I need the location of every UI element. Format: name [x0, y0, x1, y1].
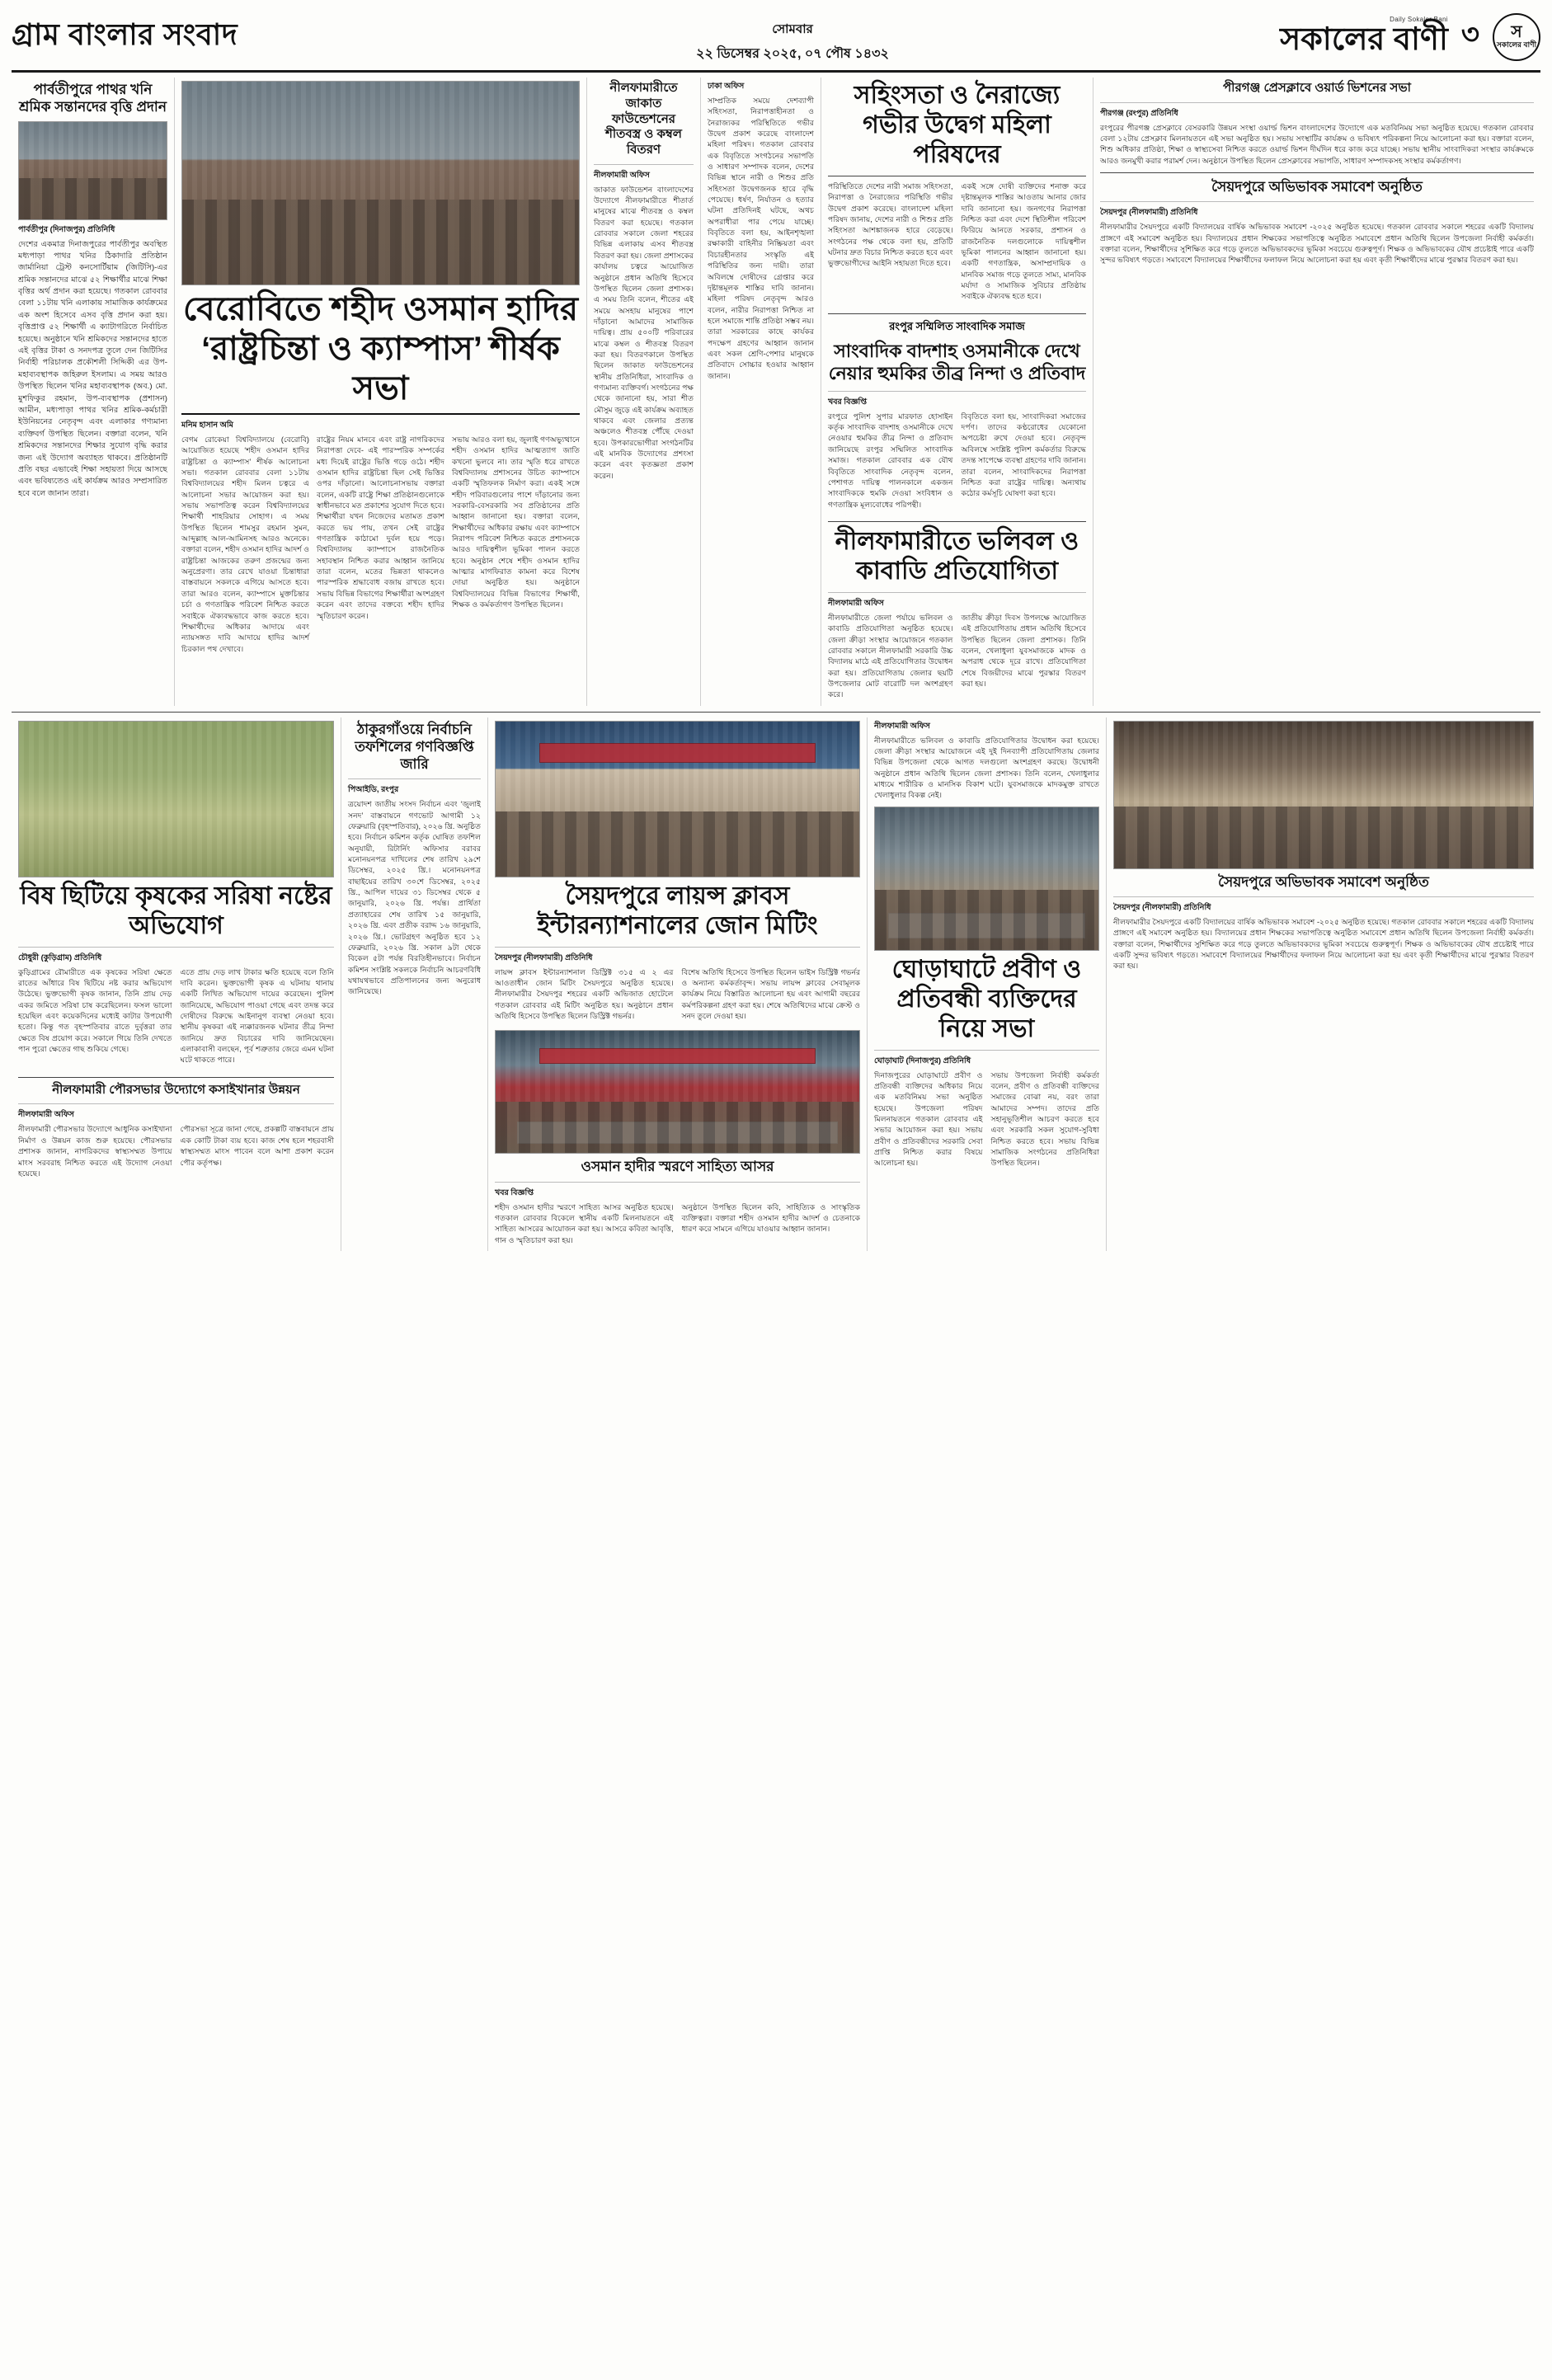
byline-badshah: খবর বিজ্ঞপ্তি	[828, 397, 868, 407]
body-bish-right: এতে প্রায় দেড় লাখ টাকার ক্ষতি হয়েছে বলে তিনি দাবি করেন। ভুক্তভোগী কৃষক এ ঘটনায় থানায় একটি লিখিত অভিযোগ দায়ের করেছেন। পুলিশ জানিয়েছে, অভিযোগ পাওয়া গেছে এবং তদন্ত করে দোষীদের বিরুদ্ধে আইনানুগ ব্যবস্থা নেওয়া হবে। স্থানীয় কৃষকরা এই ন্যক্কারজনক ঘটনার তীব্র নিন্দা জানিয়ে দ্রুত বিচারের দাবি জানিয়েছেন। এলাকাবাসী বলছেন, পূর্ব শত্রুতার জেরে এমন ঘটনা ঘটে থাকতে পারে।	[180, 967, 334, 1065]
body-berobi-mid: রাষ্ট্রের নিয়ম মানবে এবং রাষ্ট্র নাগরিকদের নিরাপত্তা দেবে- এই পারস্পরিক সম্পর্কের মধ্য দিয়েই রাষ্ট্রের ভিত্তি গড়ে ওঠে। শহীদ ওসমান হাদির রাষ্ট্রচিন্তা ছিল সেই ভিত্তির ওপর দাঁড়ানো। আলোচনাসভায় বক্তারা বলেন, একটি রাষ্ট্রে শিক্ষা প্রতিষ্ঠানগুলোকে স্বাধীনভাবে মত প্রকাশের সুযোগ দিতে হবে। শিক্ষার্থীরা যখন নিজেদের মতামত প্রকাশ করতে ভয় পায়, তখন সেই রাষ্ট্রের গণতান্ত্রিক কাঠামো দুর্বল হয়ে পড়ে। বিশ্ববিদ্যালয় ক্যাম্পাসে রাজনৈতিক সহাবস্থান নিশ্চিত করার আহ্বান জানিয়ে তারা বলেন, মতের ভিন্নতা থাকলেও পারস্পরিক শ্রদ্ধাবোধ বজায় রাখতে হবে। সভায় বিভিন্ন বিভাগের শিক্ষার্থীরা অংশগ্রহণ করেন এবং তাদের বক্তব্যে শহীদ হাদির স্মৃতিচারণ করেন।	[317, 435, 444, 620]
lower-column-1	[12, 717, 341, 1251]
headline-mohila-parishad: সহিংসতা ও নৈরাজ্যে গভীর উদ্বেগ মহিলা পরিষদের	[854, 82, 1061, 168]
masthead	[12, 8, 1540, 73]
photo-syedpur-samabesh	[1113, 721, 1534, 869]
column-5	[821, 78, 1093, 706]
volleyball-body-columns	[828, 613, 1086, 706]
headline-parbatipur: পার্বতীপুরে পাথর খনি শ্রমিক সন্তানদের বৃত্তি প্রদান	[18, 82, 167, 115]
column-1	[12, 78, 175, 706]
seal-letter: স	[1511, 23, 1522, 42]
photo-osman-sahitya-asor	[495, 1030, 860, 1154]
byline-dhaka: ঢাকা অফিস	[708, 82, 745, 91]
seal-icon	[1493, 13, 1540, 61]
headline-badshah-osmani: সাংবাদিক বাদশাহ ওসমানীকে দেখে নেয়ার হুমকির তীব্র নিন্দা ও প্রতিবাদ	[828, 340, 1086, 384]
pourashava-body-columns	[18, 1124, 334, 1184]
headline-rule	[181, 413, 580, 415]
headline-syedpur-samabesh: সৈয়দপুরে অভিভাবক সমাবেশ অনুষ্ঠিত	[1218, 873, 1429, 890]
body-badshah-left: রংপুরে পুলিশ সুপার মারফাত হোসাইন কর্তৃক সাংবাদিক বাদশাহ ওসমানীকে দেখে নেওয়ার হুমকির তীব্র নিন্দা ও প্রতিবাদ জানিয়েছে রংপুর সম্মিলিত সাংবাদিক সমাজ। গতকাল রোববার এক যৌথ বিবৃতিতে সাংবাদিক নেতৃবৃন্দ বলেন, পেশাগত দায়িত্ব পালনকালে একজন সাংবাদিককে হুমকি দেওয়া সংবিধান ও গণতান্ত্রিক মূল্যবোধের পরিপন্থী।	[828, 412, 953, 509]
photo-berobi	[181, 81, 580, 285]
photo-ghoraghat-meeting	[874, 807, 1099, 951]
bish-body-columns	[18, 967, 334, 1071]
body-ghoraghat-left: দিনাজপুরের ঘোড়াঘাটে প্রবীণ ও প্রতিবন্ধী ব্যক্তিদের অধিকার নিয়ে এক মতবিনিময় সভা অনুষ্ঠিত হয়েছে। উপজেলা পরিষদ মিলনায়তনে গতকাল রোববার এই সভার আয়োজন করা হয়। সভায় প্রবীণ ও প্রতিবন্ধীদের সরকারি সেবা প্রাপ্তি নিশ্চিত করার বিষয়ে আলোচনা হয়।	[874, 1070, 983, 1168]
body-syedpur-ovibhabok: নীলফামারীর সৈয়দপুরে একটি বিদ্যালয়ের বার্ষিক অভিভাবক সমাবেশ -২০২৫ অনুষ্ঠিত হয়েছে। গতকাল রোববার সকালে শহরের একটি বিদ্যালয় প্রাঙ্গণে এই সমাবেশ অনুষ্ঠিত হয়। বিদ্যালয়ের প্রধান শিক্ষকের সভাপতিত্বে অনুষ্ঠিত সমাবেশে প্রধান অতিথি ছিলেন উপজেলা নির্বাহী কর্মকর্তা। বক্তারা বলেন, শিক্ষার্থীদের সুশিক্ষিত করে গড়ে তুলতে অভিভাবকদের ভূমিকা সবচেয়ে গুরুত্বপূর্ণ। শিক্ষক ও অভিভাবকের যৌথ প্রচেষ্টাই পারে একটি সুন্দর ভবিষ্যৎ গড়তে। সমাবেশে বিদ্যালয়ের শিক্ষার্থীদের ফলাফল নিয়ে আলোচনা করা হয় এবং কৃতী শিক্ষার্থীদের মাঝে পুরস্কার বিতরণ করা হয়।	[1100, 223, 1534, 265]
byline-pirganj: পীরগঞ্জ (রংপুর) প্রতিনিধি	[1100, 108, 1178, 118]
headline-pirganj-worldvision: পীরগঞ্জ প্রেসক্লাবে ওয়ার্ড ভিশনের সভা	[1223, 81, 1411, 95]
column-4	[701, 78, 821, 706]
byline-thakurgaon: পিআইডি, রংপুর	[348, 785, 399, 795]
body-osman-right: অনুষ্ঠানে উপস্থিত ছিলেন কবি, সাহিত্যিক ও সাংস্কৃতিক ব্যক্তিত্বরা। বক্তারা শহীদ ওসমান হাদীর আদর্শ ও চেতনাকে ধারণ করে সামনে এগিয়ে যাওয়ার আহ্বান জানান।	[681, 1202, 860, 1234]
dateline	[399, 8, 1186, 65]
byline-lions: সৈয়দপুর (নীলফামারী) প্রতিনিধি	[495, 952, 593, 962]
photo-lions-club	[495, 721, 860, 877]
body-volleyball-right: জাতীয় ক্রীড়া দিবস উপলক্ষে আয়োজিত এই প্রতিযোগিতায় প্রধান অতিথি হিসেবে উপস্থিত ছিলেন জেলা প্রশাসক। তিনি বলেন, খেলাধুলা যুবসমাজকে মাদক ও অপরাধ থেকে দূরে রাখে। প্রতিযোগিতা শেষে বিজয়ীদের মাঝে পুরস্কার বিতরণ করা হয়।	[961, 613, 1086, 688]
byline-volleyball: নীলফামারী অফিস	[828, 598, 884, 608]
byline-berobi: মনিম হাসান অমি	[181, 421, 233, 430]
body-bish-left: কুড়িগ্রামের রৌমারীতে এক কৃষকের সরিষা ক্ষেতে রাতের আঁধারে বিষ ছিটিয়ে নষ্ট করার অভিযোগ উঠেছে। ভুক্তভোগী কৃষক জানান, তিনি প্রায় দেড় একর জমিতে সরিষা চাষ করেছিলেন। ফসল ভালো হয়েছিল এবং কয়েকদিনের মধ্যেই কাটার উপযোগী হতো। কিন্তু গত বৃহস্পতিবার রাতে দুর্বৃত্তরা তার ক্ষেতে বিষ প্রয়োগ করে। সকালে গিয়ে তিনি দেখতে পান পুরো ক্ষেতের গাছ শুকিয়ে গেছে।	[18, 967, 172, 1054]
badshah-body-columns	[828, 412, 1086, 515]
body-osman-left: শহীদ ওসমান হাদীর স্মরণে সাহিত্য আসর অনুষ্ঠিত হয়েছে। গতকাল রোববার বিকেলে স্থানীয় একটি মিলনায়তনে এই সাহিত্য আসরের আয়োজন করা হয়। আসরে কবিতা আবৃত্তি, গান ও স্মৃতিচারণ করা হয়।	[495, 1202, 674, 1244]
lower-column-5	[1107, 717, 1540, 1251]
headline-zakat: নীলফামারীতে জাকাত ফাউন্ডেশনের শীতবস্ত্র ও কম্বল বিতরণ	[605, 81, 682, 157]
headline-osman-sahitya-asor: ওসমান হাদীর স্মরণে সাহিত্য আসর	[581, 1159, 774, 1175]
headline-thakurgaon-tafsil: ঠাকুরগাঁওয়ে নির্বাচনি তফশিলের গণবিজ্ঞপ্তি জারি	[355, 721, 474, 773]
headline-berobi: বেরোবিতে শহীদ ওসমান হাদির ‘রাষ্ট্রচিন্তা ও ক্যাম্পাস’ শীর্ষক সভা	[182, 291, 579, 407]
body-volleyball-left: নীলফামারীতে জেলা পর্যায়ে ভলিবল ও কাবাডি প্রতিযোগিতা অনুষ্ঠিত হয়েছে। জেলা ক্রীড়া সংস্থার আয়োজনে গতকাল রোববার সকালে নীলফামারী সরকারি উচ্চ বিদ্যালয় মাঠে এই প্রতিযোগিতার উদ্বোধন করা হয়। প্রতিযোগিতায় জেলার ছয়টি উপজেলার মোট বারোটি দল অংশগ্রহণ করে।	[828, 613, 953, 699]
photo-parbatipur	[18, 121, 167, 220]
body-syedpur-samabesh: নীলফামারীর সৈয়দপুরে একটি বিদ্যালয়ের বার্ষিক অভিভাবক সমাবেশ -২০২৫ অনুষ্ঠিত হয়েছে। গতকাল রোববার সকালে শহরের একটি বিদ্যালয় প্রাঙ্গণে এই সমাবেশ অনুষ্ঠিত হয়। বিদ্যালয়ের প্রধান শিক্ষকের সভাপতিত্বে অনুষ্ঠিত সমাবেশে প্রধান অতিথি ছিলেন উপজেলা নির্বাহী কর্মকর্তা। বক্তারা বলেন, শিক্ষার্থীদের সুশিক্ষিত করে গড়ে তুলতে অভিভাবকদের ভূমিকা সবচেয়ে গুরুত্বপূর্ণ। শিক্ষক ও অভিভাবকের যৌথ প্রচেষ্টাই পারে একটি সুন্দর ভবিষ্যৎ গড়তে। সমাবেশে বিদ্যালয়ের শিক্ষার্থীদের ফলাফল নিয়ে আলোচনা করা হয় এবং কৃতী শিক্ষার্থীদের মাঝে পুরস্কার বিতরণ করা হয়।	[1113, 917, 1534, 971]
body-pirganj: রংপুরের পীরগঞ্জ প্রেসক্লাবে বেসরকারি উন্নয়ন সংস্থা ওয়ার্ল্ড ভিশন বাংলাদেশের উদ্যোগে এক মতবিনিময় সভা অনুষ্ঠিত হয়েছে। গতকাল রোববার বেলা ১২টায় প্রেসক্লাব মিলনায়তনে এই সভা অনুষ্ঠিত হয়। সভায় সংস্থাটির কার্যক্রম ও ভবিষ্যৎ পরিকল্পনা নিয়ে আলোচনা করা হয়। বক্তারা বলেন, শিশু অধিকার প্রতিষ্ঠা, শিক্ষা ও স্বাস্থ্যসেবা নিশ্চিত করতে ওয়ার্ল্ড ভিশন দীর্ঘদিন ধরে কাজ করে যাচ্ছে। সভায় স্থানীয় সাংবাদিকরা সংস্থার কার্যক্রমকে আরও জনমুখী করার পরামর্শ দেন। অনুষ্ঠানে উপস্থিত ছিলেন প্রেসক্লাবের সভাপতি, সাধারণ সম্পাদকসহ সংস্থার কর্মকর্তাগণ।	[1100, 123, 1534, 165]
logo-subtitle: Daily Sokaler Bani	[1390, 16, 1448, 24]
body-lions-left: লায়ন্স ক্লাবস ইন্টারন্যাশনাল ডিস্ট্রিক্ট ৩১৫ এ ২ এর আওতাধীন জোন মিটিং সৈয়দপুরে অনুষ্ঠিত হয়েছে। নীলফামারীর সৈয়দপুর শহরের একটি অভিজাত হোটেলে গতকাল রোববার এই মিটিং অনুষ্ঠিত হয়। অনুষ্ঠানে প্রধান অতিথি হিসেবে উপস্থিত ছিলেন ডিস্ট্রিক্ট গভর্নর।	[495, 967, 674, 1020]
lower-column-3	[488, 717, 868, 1251]
lower-column-4	[868, 717, 1107, 1251]
lower-section	[12, 717, 1540, 1251]
lions-body-columns	[495, 967, 860, 1028]
body-berobi-right: সভায় আরও বলা হয়, জুলাই গণঅভ্যুত্থানে শহীদ ওসমান হাদির আত্মত্যাগ জাতি কখনো ভুলবে না। তার স্মৃতি ধরে রাখতে বিশ্ববিদ্যালয় প্রশাসনের উচিত ক্যাম্পাসে একটি স্মৃতিফলক নির্মাণ করা। একই সঙ্গে শহীদ পরিবারগুলোর পাশে দাঁড়ানোর জন্য সরকারি-বেসরকারি সব প্রতিষ্ঠানের প্রতি আহ্বান জানানো হয়। বক্তারা বলেন, শিক্ষার্থীদের অধিকার রক্ষায় এবং ক্যাম্পাসে নিরাপদ পরিবেশ নিশ্চিত করতে প্রশাসনকে আরও দায়িত্বশীল ভূমিকা পালন করতে হবে। অনুষ্ঠান শেষে শহীদ ওসমান হাদির আত্মার মাগফিরাত কামনা করে বিশেষ দোয়া অনুষ্ঠিত হয়। অনুষ্ঠানে বিশ্ববিদ্যালয়ের বিভিন্ন বিভাগের শিক্ষার্থী, শিক্ষক ও কর্মকর্তাগণ উপস্থিত ছিলেন।	[452, 435, 580, 609]
byline-zakat: নীলফামারী অফিস	[594, 170, 650, 180]
section-divider	[12, 712, 1540, 713]
kicker-rangpur-sangbadik: রংপুর সম্মিলিত সাংবাদিক সমাজ	[889, 319, 1025, 332]
section-title: গ্রাম বাংলার সংবাদ	[12, 16, 238, 51]
headline-syedpur-ovibhabok: সৈয়দপুরে অভিভাবক সমাবেশ অনুষ্ঠিত	[1211, 179, 1423, 195]
byline-osman-asor: খবর বিজ্ঞপ্তি	[495, 1188, 534, 1197]
column-3	[587, 78, 701, 706]
osman-body-columns	[495, 1202, 860, 1251]
headline-pourashava-kosaikhana: নীলফামারী পৌরসভার উদ্যোগে কসাইখানার উন্নয়ন	[52, 1082, 300, 1097]
seal-caption: সকালের বাণী	[1496, 40, 1537, 49]
byline-parbatipur: পার্বতীপুর (দিনাজপুর) প্রতিনিধি	[18, 224, 115, 234]
headline-ghoraghat: ঘোড়াঘাটে প্রবীণ ও প্রতিবন্ধী ব্যক্তিদের নিয়ে সভা	[891, 955, 1082, 1042]
ghoraghat-body-columns	[874, 1070, 1099, 1174]
byline-syedpur-ovibhabok: সৈয়দপুর (নীলফামারী) প্রতিনিধি	[1100, 208, 1198, 218]
body-badshah-right: বিবৃতিতে বলা হয়, সাংবাদিকরা সমাজের দর্পণ। তাদের কণ্ঠরোধের যেকোনো অপচেষ্টা রুখে দেওয়া হবে। নেতৃবৃন্দ অবিলম্বে সংশ্লিষ্ট পুলিশ কর্মকর্তার বিরুদ্ধে তদন্ত সাপেক্ষে ব্যবস্থা গ্রহণের দাবি জানান। তারা বলেন, সাংবাদিকদের নিরাপত্তা নিশ্চিত করা রাষ্ট্রের দায়িত্ব। অন্যথায় কঠোর কর্মসূচি ঘোষণা করা হবে।	[961, 412, 1086, 498]
body-pourashava-left: নীলফামারী পৌরসভার উদ্যোগে আধুনিক কসাইখানা নির্মাণ ও উন্নয়ন কাজ শুরু হয়েছে। পৌরসভার প্রশাসক জানান, নাগরিকদের স্বাস্থ্যসম্মত উপায়ে মাংস সরবরাহ নিশ্চিত করতে এই উদ্যোগ নেওয়া হয়েছে।	[18, 1125, 172, 1178]
body-pourashava-right: পৌরসভা সূত্রে জানা গেছে, প্রকল্পটি বাস্তবায়নে প্রায় এক কোটি টাকা ব্যয় হবে। কাজ শেষ হলে শহরবাসী স্বাস্থ্যসম্মত মাংস পাবেন বলে আশা প্রকাশ করেন পৌর কর্তৃপক্ষ।	[180, 1125, 334, 1167]
body-volleyball-lower: নীলফামারীতে ভলিবল ও কাবাডি প্রতিযোগিতার উদ্বোধন করা হয়েছে। জেলা ক্রীড়া সংস্থার আয়োজনে এই দুই দিনব্যাপী প্রতিযোগিতায় জেলার বিভিন্ন উপজেলা থেকে আগত দলগুলো অংশগ্রহণ করছে। উদ্বোধনী অনুষ্ঠানে প্রধান অতিথি ছিলেন জেলা প্রশাসক। তিনি বলেন, খেলাধুলার মাধ্যমে শারীরিক ও মানসিক বিকাশ ঘটে। যুবসমাজকে মাদকমুক্ত রাখতে খেলাধুলার বিকল্প নেই।	[874, 736, 1099, 800]
body-lions-right: বিশেষ অতিথি হিসেবে উপস্থিত ছিলেন ভাইস ডিস্ট্রিক্ট গভর্নর ও অন্যান্য কর্মকর্তাবৃন্দ। সভায় লায়ন্স ক্লাবের সেবামূলক কার্যক্রম নিয়ে বিস্তারিত আলোচনা হয় এবং আগামী বছরের কর্মপরিকল্পনা গ্রহণ করা হয়। শেষে অতিথিদের মাঝে ক্রেস্ট ও সনদ তুলে দেওয়া হয়।	[681, 967, 860, 1020]
top-section	[12, 78, 1540, 706]
body-zakat: জাকাত ফাউন্ডেশন বাংলাদেশের উদ্যোগে নীলফামারীতে শীতার্ত মানুষের মাঝে শীতবস্ত্র ও কম্বল বিতরণ করা হয়েছে। গতকাল রোববার সকালে জেলা শহরের বিভিন্ন এলাকায় এসব শীতবস্ত্র বিতরণ করা হয়। জেলা প্রশাসকের কার্যালয় চত্বরে আয়োজিত অনুষ্ঠানে প্রধান অতিথি হিসেবে উপস্থিত ছিলেন জেলা প্রশাসক। এ সময় তিনি বলেন, শীতের এই সময়ে অসহায় মানুষের পাশে দাঁড়ানো আমাদের সামাজিক দায়িত্ব। প্রায় ৫০০টি পরিবারের মাঝে কম্বল ও শীতবস্ত্র বিতরণ করা হয়। বিতরণকালে উপস্থিত ছিলেন জাকাত ফাউন্ডেশনের স্থানীয় প্রতিনিধিরা, সাংবাদিক ও গণ্যমান্য ব্যক্তিবর্গ। সংগঠনের পক্ষ থেকে জানানো হয়, সারা শীত মৌসুম জুড়ে এই কার্যক্রম অব্যাহত থাকবে এবং জেলার প্রত্যন্ত অঞ্চলেও শীতবস্ত্র পৌঁছে দেওয়া হবে। উপকারভোগীরা সংগঠনটির এই মানবিক উদ্যোগের প্রশংসা করেন এবং কৃতজ্ঞতা প্রকাশ করেন।	[594, 185, 694, 480]
photo-sorisha-field	[18, 721, 334, 877]
body-mohila-right: একই সঙ্গে দোষী ব্যক্তিদের শনাক্ত করে দৃষ্টান্তমূলক শাস্তির আওতায় আনার জোর দাবি জানানো হয়। জনগণের নিরাপত্তা নিশ্চিত করা এবং দেশে স্থিতিশীল পরিবেশ ফিরিয়ে আনতে সরকার, প্রশাসন ও রাজনৈতিক দলগুলোকে দায়িত্বশীল ভূমিকা পালনের আহ্বান জানানো হয়। একটি গণতান্ত্রিক, অসাম্প্রদায়িক ও মানবিক সমাজ গড়ে তুলতে সাম্য, মানবিক মর্যাদা ও সামাজিক সুবিচার প্রতিষ্ঠায় সবাইকে ঐক্যবদ্ধ হতে হবে।	[961, 182, 1086, 301]
lower-column-2	[341, 717, 488, 1251]
newspaper-logo	[1280, 16, 1448, 56]
byline-volleyball-lower: নীলফামারী অফিস	[874, 721, 930, 731]
logo-title: সকালের বাণী	[1280, 21, 1448, 57]
column-6	[1093, 78, 1540, 706]
body-mohila-left: পরিস্থিতিতে দেশের নারী সমাজ সহিংসতা, নিরাপত্তা ও নৈরাজ্যের পরিস্থিতি গভীর উদ্বেগ প্রকাশ করেছে। বাংলাদেশ মহিলা পরিষদ জানায়, দেশের নারী ও শিশুর প্রতি সহিংসতা আশঙ্কাজনক হারে বেড়েছে। সংগঠনের পক্ষ থেকে বলা হয়, প্রতিটি ঘটনার দ্রুত বিচার নিশ্চিত করতে হবে এবং ভুক্তভোগীদের আইনি সহায়তা দিতে হবে।	[828, 182, 953, 268]
byline-syedpur-samabesh: সৈয়দপুর (নীলফামারী) প্রতিনিধি	[1113, 902, 1211, 912]
byline-bish: চৌধুরী (কুড়িগ্রাম) প্রতিনিধি	[18, 952, 102, 962]
mohila-body-columns	[828, 181, 1086, 308]
berobi-body-columns	[181, 435, 580, 660]
headline-lions-zone-meeting: সৈয়দপুরে লায়ন্স ক্লাবস ইন্টারন্যাশনালের জোন মিটিং	[537, 882, 818, 939]
body-thakurgaon: ত্রয়োদশ জাতীয় সংসদ নির্বাচন এবং ‘জুলাই সনদ’ বাস্তবায়নে গণভোট আগামী ১২ ফেব্রুয়ারি (বৃহস্পতিবার), ২০২৬ খ্রি. অনুষ্ঠিত হবে। নির্বাচন কমিশন কর্তৃক ঘোষিত তফশিল অনুযায়ী, রিটার্নিং অফিসার বরাবর মনোনয়নপত্র দাখিলের শেষ তারিখ ২৯শে ডিসেম্বর, ২০২৫ খ্রি.। মনোনয়নপত্র বাছাইয়ের তারিখ ৩০শে ডিসেম্বর, ২০২৫ খ্রি., আপিল দায়ের ৩১ ডিসেম্বর থেকে ৫ জানুয়ারি, ২০২৬ খ্রি. পর্যন্ত। প্রার্থিতা প্রত্যাহারের শেষ তারিখ ১৫ জানুয়ারি, ২০২৬ খ্রি. এবং প্রতীক বরাদ্দ ১৬ জানুয়ারি, ২০২৬ খ্রি.। ভোটগ্রহণ অনুষ্ঠিত হবে ১২ ফেব্রুয়ারি, ২০২৬ খ্রি. সকাল ৯টা থেকে বিকেল ৫টা পর্যন্ত বিরতিহীনভাবে। নির্বাচন কমিশন সংশ্লিষ্ট সকলকে নির্বাচনি আচরণবিধি যথাযথভাবে প্রতিপালনের জন্য অনুরোধ জানিয়েছে।	[348, 800, 481, 996]
body-berobi-left: বেগম রোকেয়া বিশ্ববিদ্যালয়ে (বেরোবি) আয়োজিত হয়েছে ‘শহীদ ওসমান হাদির রাষ্ট্রচিন্তা ও ক্যাম্পাস’ শীর্ষক আলোচনা সভা। গতকাল রোববার বেলা ১১টায় বিশ্ববিদ্যালয়ের শহীদ মিলন চত্বরে এ আলোচনা সভার আয়োজন করা হয়। সভায় সভাপতিত্ব করেন বিশ্ববিদ্যালয়ের শিক্ষার্থী শাহরিয়ার সোহাগ। এ সময় উপস্থিত ছিলেন শামসুর রহমান সুমন, আব্দুল্লাহ আল-আমিনসহ আরও অনেকে। বক্তারা বলেন, শহীদ ওসমান হাদির আদর্শ ও রাষ্ট্রচিন্তা আজকের তরুণ প্রজন্মের জন্য অনুপ্রেরণা। তার রেখে যাওয়া চিন্তাধারা বাস্তবায়নে সকলকে এগিয়ে আসতে হবে। তারা আরও বলেন, ক্যাম্পাসে মুক্তচিন্তার চর্চা ও গণতান্ত্রিক পরিবেশ নিশ্চিত করতে সবাইকে ঐক্যবদ্ধভাবে কাজ করতে হবে। শিক্ষার্থীদের অধিকার আদায়ে এবং ন্যায়সঙ্গত দাবি আদায়ে হাদির আদর্শ চিরকাল পথ দেখাবে।	[181, 435, 309, 653]
headline-volleyball-kabaddi: নীলফামারীতে ভলিবল ও কাবাডি প্রতিযোগিতা	[835, 527, 1079, 585]
body-ghoraghat-right: সভায় উপজেলা নির্বাহী কর্মকর্তা বলেন, প্রবীণ ও প্রতিবন্ধী ব্যক্তিদের সমাজের বোঝা নয়, বরং তারা আমাদের সম্পদ। তাদের প্রতি সহানুভূতিশীল আচরণ করতে হবে এবং সরকারি সকল সুযোগ-সুবিধা নিশ্চিত করতে হবে। সভায় বিভিন্ন সামাজিক সংগঠনের প্রতিনিধিরা উপস্থিত ছিলেন।	[990, 1070, 1099, 1168]
headline-bish-chitiye: বিষ ছিটিয়ে কৃষকের সরিষা নষ্টের অভিযোগ	[20, 882, 332, 939]
byline-pourashava: নীলফামারী অফিস	[18, 1110, 74, 1120]
column-2	[175, 78, 587, 706]
body-dhaka: সাম্প্রতিক সময়ে দেশব্যাপী সহিংসতা, নিরাপত্তাহীনতা ও নৈরাজ্যকর পরিস্থিতিতে গভীর উদ্বেগ প্রকাশ করেছে বাংলাদেশ মহিলা পরিষদ। গতকাল রোববার এক বিবৃতিতে সংগঠনের সভাপতি ও সাধারণ সম্পাদক বলেন, দেশের বিভিন্ন স্থানে নারী ও শিশুর প্রতি সহিংসতা উদ্বেগজনক হারে বৃদ্ধি পেয়েছে। ধর্ষণ, নির্যাতন ও হত্যার ঘটনা প্রতিদিনই ঘটছে, অথচ অপরাধীরা পার পেয়ে যাচ্ছে। বিবৃতিতে বলা হয়, আইনশৃঙ্খলা রক্ষাকারী বাহিনীর নিষ্ক্রিয়তা এবং বিচারহীনতার সংস্কৃতি এই পরিস্থিতির জন্য দায়ী। তারা অবিলম্বে দোষীদের গ্রেপ্তার করে দৃষ্টান্তমূলক শাস্তির দাবি জানান। মহিলা পরিষদ নেতৃবৃন্দ আরও বলেন, নারীর নিরাপত্তা নিশ্চিত না হলে সমাজে শান্তি প্রতিষ্ঠা সম্ভব নয়। তারা সরকারের কাছে কার্যকর পদক্ষেপ গ্রহণের আহ্বান জানান এবং সকল শ্রেণি-পেশার মানুষকে প্রতিবাদে সোচ্চার হওয়ার আহ্বান জানান।	[708, 96, 814, 380]
date-label: ২২ ডিসেম্বর ২০২৫, ০৭ পৌষ ১৪৩২	[696, 47, 889, 61]
masthead-logo-area	[1186, 13, 1540, 61]
weekday-label: সোমবার	[772, 22, 813, 36]
page-number: ৩	[1460, 19, 1479, 50]
body-parbatipur: দেশের একমাত্র দিনাজপুরের পার্বতীপুর অবস্থিত মধ্যপাড়া পাথর খনির ঠিকাদারি প্রতিষ্ঠান জার্মানিয়া ট্রেস্ট কনসোর্টিয়াম (জিটিসি)-এর শ্রমিক সন্তানদের মাঝে ৫২ শিক্ষার্থীর মাঝে শিক্ষা বৃত্তির অর্থ প্রদান করা হয়েছে। গতকাল রোববার বেলা ১১টায় খনি এলাকায় সামাজিক কার্যক্রমের এক অংশ হিসেবে এসব বৃত্তি প্রদান করা হয়। বৃত্তিপ্রাপ্ত ৫২ শিক্ষার্থী এ ক্যাটাগরিতে নির্বাচিত হয়েছে। অনুষ্ঠানে খনি শ্রমিকদের সন্তানদের হাতে এই বৃত্তির টাকা ও সনদপত্র তুলে দেন জিটিসির নির্বাহী পরিচালক প্রকৌশলী সিদ্দিকী এর উপ-মহাব্যবস্থাপক জহিরুল ইসলাম। এ সময় আরও উপস্থিত ছিলেন খনির মহাব্যবস্থাপক (অব.) মো. মুশফিকুর রহমান, উপ-ব্যবস্থাপক (প্রশাসন) আমীন, মধ্যপাড়া পাথর খনির শ্রমিক-কর্মচারী ইউনিয়নের নেতৃবৃন্দ এবং এলাকার গণ্যমান্য ব্যক্তিবর্গ উপস্থিত ছিলেন। বক্তারা বলেন, খনি শ্রমিকদের সন্তানদের শিক্ষার সুযোগ বৃদ্ধি করার জন্য এই উদ্যোগ অব্যাহত থাকবে। প্রতিষ্ঠানটি প্রতি বছর এভাবেই শিক্ষা সহায়তা দিয়ে আসছে এবং ভবিষ্যতেও এই কার্যক্রম আরও সম্প্রসারিত হবে বলে জানান তারা।	[18, 239, 167, 498]
byline-ghoraghat: ঘোড়াঘাট (দিনাজপুর) প্রতিনিধি	[874, 1056, 971, 1065]
